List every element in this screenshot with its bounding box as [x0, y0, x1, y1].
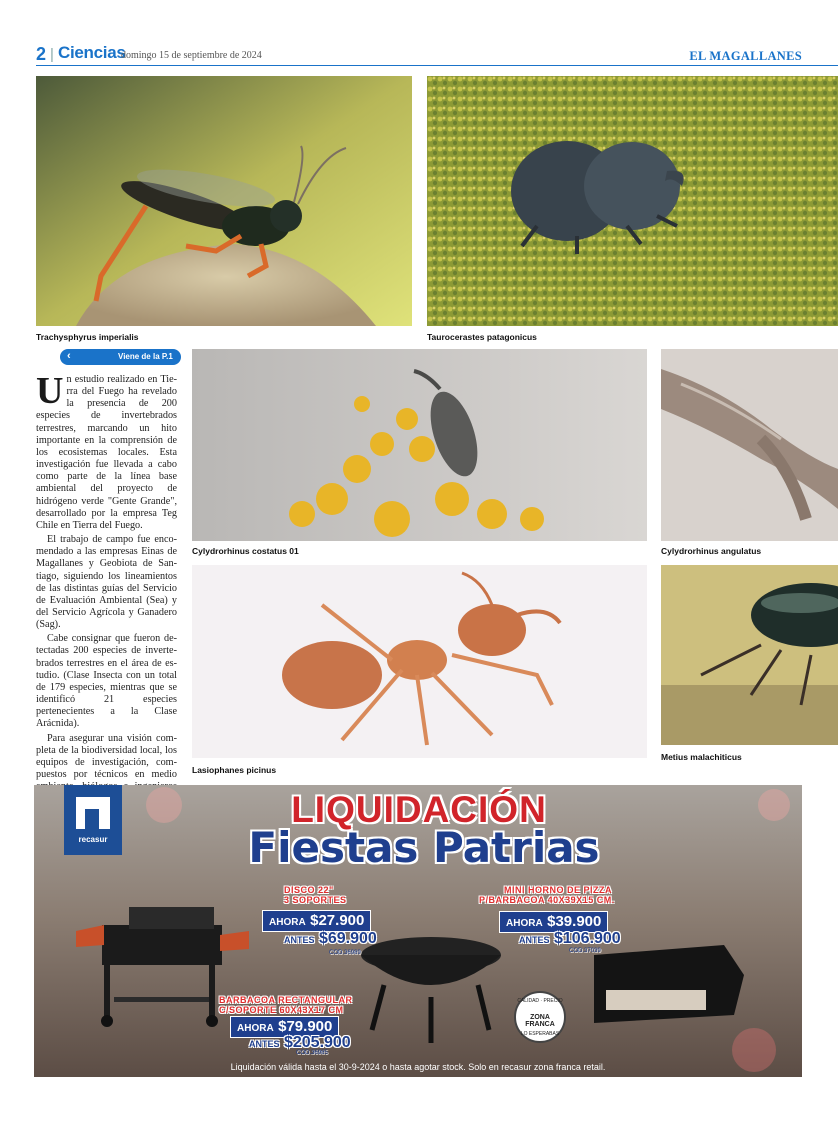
photo-taurocerastes-patagonicus	[427, 76, 838, 326]
beetle-illustration	[427, 76, 838, 326]
photo-metius-malachiticus	[661, 565, 838, 745]
price-now-disco: AHORA $27.900	[262, 910, 371, 932]
product-name-barbecue: BARBACOA RECTANGULAR C/SOPORTE 60X43X17 CM	[219, 995, 353, 1015]
recasur-logo	[64, 785, 122, 855]
photo-caption: Taurocerastes patagonicus	[427, 332, 537, 342]
metallic-beetle-illustration	[661, 565, 838, 745]
photo-caption: Cylydrorhinus costatus 01	[192, 546, 299, 556]
price-now-barbecue: AHORA $79.900	[230, 1016, 339, 1038]
article-body	[36, 370, 177, 820]
branch-illustration	[661, 349, 838, 541]
continued-from-page-tag[interactable]	[60, 349, 181, 365]
ant-illustration	[192, 565, 647, 758]
article-paragraph: Un estudio realizado en Tierra del Fuego ha revelado la presencia de 200 especies de invertebrados terrestres, marcando un hito importante en la comprensión de los ecosistemas locales. Esta investigación fue llevada a cabo como parte de la línea base ambiental del proyecto de hidrógeno verde "Gente Grande", desarrollado por la empresa Teg Chile en Tierra del Fuego.	[36, 370, 177, 531]
article-paragraph: El trabajo de campo fue encomendado a las empresas Einas de Magallanes y Geobiota de Santiago, siguiendo los lineamientos de las distintas guías del Servicio de Evaluación Ambiental (Sea) y del Servicio Agrícola y Ganadero (Sag).	[36, 534, 177, 631]
photo-caption: Cylydrorhinus angulatus	[661, 546, 762, 556]
photo-lasiophanes-picinus	[192, 565, 647, 758]
product-code: COD.36989	[329, 950, 361, 956]
pizza-oven-image	[594, 945, 744, 1023]
photo-cylydrorhinus-costatus	[192, 349, 647, 541]
page-number: 2	[36, 44, 47, 64]
price-before-disco: ANTES $69.900	[284, 930, 377, 947]
newspaper-name: EL MAGALLANES	[689, 49, 802, 63]
header-rule	[36, 65, 838, 66]
photo-caption: Metius malachiticus	[661, 752, 742, 762]
wasp-illustration	[36, 76, 412, 326]
drop-cap: U	[36, 370, 64, 412]
price-before-pizza-oven: ANTES $106.900	[519, 930, 621, 947]
brand-name: recasur	[78, 835, 108, 844]
ad-legal-text: Liquidación válida hasta el 30-9-2024 o hasta agotar stock. Solo en recasur zona franca retail.	[230, 1062, 606, 1072]
photo-caption: Trachysphyrus imperialis	[36, 332, 139, 342]
continued-label: Viene de la P.1	[118, 352, 173, 361]
zona-franca-badge: CALIDAD · PRECIO ZONA FRANCA LO ESPERABAS	[514, 991, 566, 1043]
article-paragraph: Cabe consignar que fueron detectadas 200 especies de invertebrados terrestres en el área de estudio. (Clase Insecta con un total de 179 especies, mientras que se identificó 21 especies pertenecientes a la Clase Arácnida).	[36, 633, 177, 730]
article-paragraph: Para asegurar una visión completa de la biodiversidad local, los equipos de investigación, compuestos por técnicos en medio	[36, 732, 177, 780]
weevil-illustration	[192, 349, 647, 541]
price-now-pizza-oven: AHORA $39.900	[499, 911, 608, 933]
photo-trachysphyrus-imperialis	[36, 76, 412, 326]
ad-subheadline: Fiestas Patrias	[248, 823, 600, 872]
publication-date: domingo 15 de septiembre de 2024	[121, 50, 262, 61]
product-name-disco: DISCO 22" 3 SOPORTES	[284, 885, 347, 905]
advertisement-recasur[interactable]	[34, 785, 802, 1077]
photo-caption: Lasiophanes picinus	[192, 765, 277, 775]
product-name-pizza-oven: MINI HORNO DE PIZZA P/BARBACOA 40X39X15 CM.	[479, 885, 615, 905]
photo-cylydrorhinus-angulatus	[661, 349, 838, 541]
header-separator: |	[50, 46, 54, 63]
product-code: COD.36985	[296, 1050, 328, 1056]
product-code: COD.37039	[569, 948, 601, 954]
chevron-left-icon: ‹	[67, 350, 71, 362]
ad-headline: LIQUIDACIÓN	[291, 789, 547, 830]
price-before-barbecue: ANTES $205.900	[249, 1034, 351, 1051]
section-title: Ciencias	[58, 43, 126, 62]
